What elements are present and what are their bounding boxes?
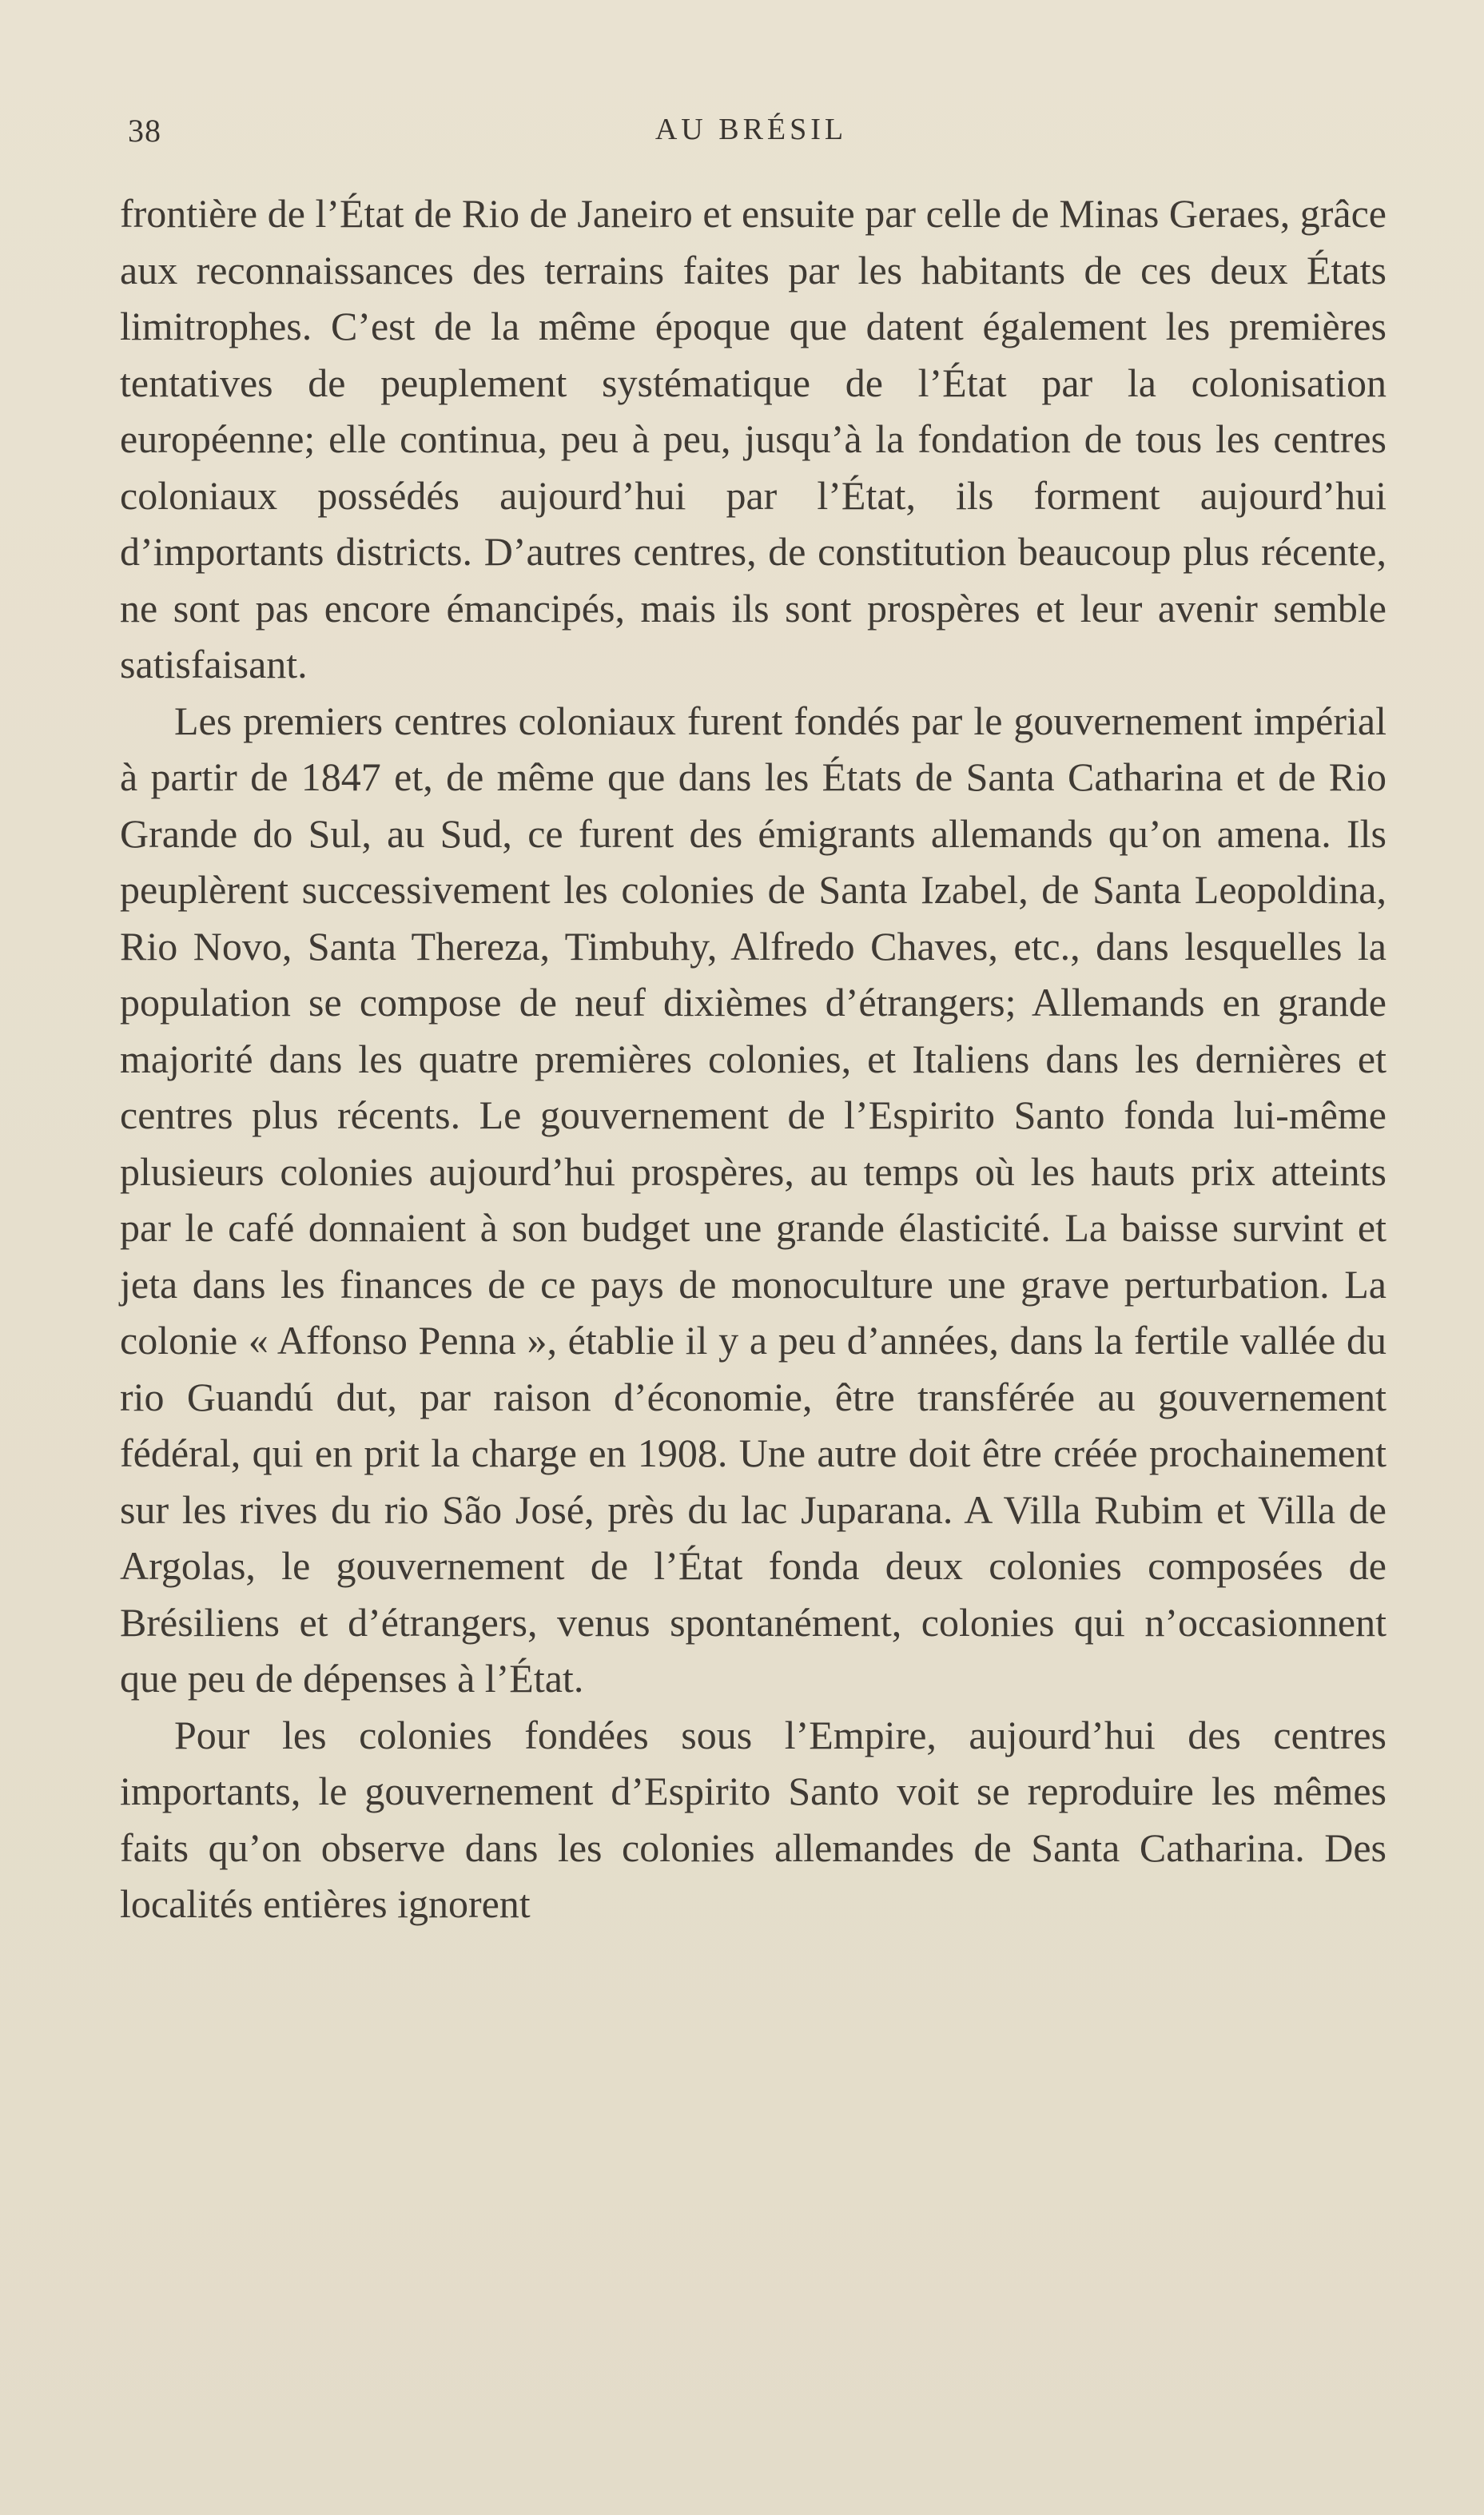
page-number: 38 xyxy=(128,113,161,149)
running-title: AU BRÉSIL xyxy=(654,113,848,146)
body-text xyxy=(120,185,1387,1932)
running-head xyxy=(128,112,1375,160)
paragraph-empire-colonies: Pour les colonies fondées sous l’Empire, aujourd’hui des centres importants, le gouvernement d’Espirito Santo voit se reproduire les mêmes faits qu’on observe dans les colonies allemandes de Santa Catharina. Des localités entières ignorent xyxy=(120,1712,1387,1926)
paragraph-first-colonies: Les premiers centres coloniaux furent fondés par le gouvernement impérial à partir de 1847 et, de même que dans les États de Santa Catharina et de Rio Grande do Sul, au Sud, ce furent des émigrants allemands qu’on amena. Ils peuplèrent successivement les colonies de Santa Izabel, de Santa Leopoldina, Rio Novo, Santa Thereza, Timbuhy, Alfredo Chaves, etc., dans lesquelles la population se compose de neuf dixièmes d’étrangers; Allemands en grande majorité dans les quatre premières colonies, et Italiens dans les dernières et centres plus récents. Le gouvernement de l’Espirito Santo fonda lui-même plusieurs colonies aujourd’hui prospères, au temps où les hauts prix atteints par le café donnaient à son budget une grande élasticité. La baisse survint et jeta dans les finances de ce pays de monoculture une grave perturbation. La colonie « Affonso Penna », établie il y a peu d’années, dans la fertile vallée du rio Guandú dut, par raison d’économie, être transférée au gouvernement fédéral, qui en prit la charge en 1908. Une autre doit être créée prochainement sur les rives du rio São José, près du lac Juparana. A Villa Rubim et Villa de Argolas, le gouvernement de l’État fonda deux colonies composées de Brésiliens et d’étrangers, venus spontanément, colonies qui n’occasionnent que peu de dépenses à l’État. xyxy=(120,698,1387,1701)
paragraph-continued: frontière de l’État de Rio de Janeiro et ensuite par celle de Minas Geraes, grâce aux reconnaissances des terrains faites par les habitants de ces deux États limitrophes. C’est de la même époque que datent également les premières tentatives de peuplement systématique de l’État par la colonisation européenne; elle continua, peu à peu, jusqu’à la fondation de tous les centres coloniaux possédés aujourd’hui par l’État, ils forment aujourd’hui d’importants districts. D’autres centres, de constitution beaucoup plus récente, ne sont pas encore émancipés, mais ils sont prospères et leur avenir semble satisfaisant. xyxy=(120,191,1387,686)
